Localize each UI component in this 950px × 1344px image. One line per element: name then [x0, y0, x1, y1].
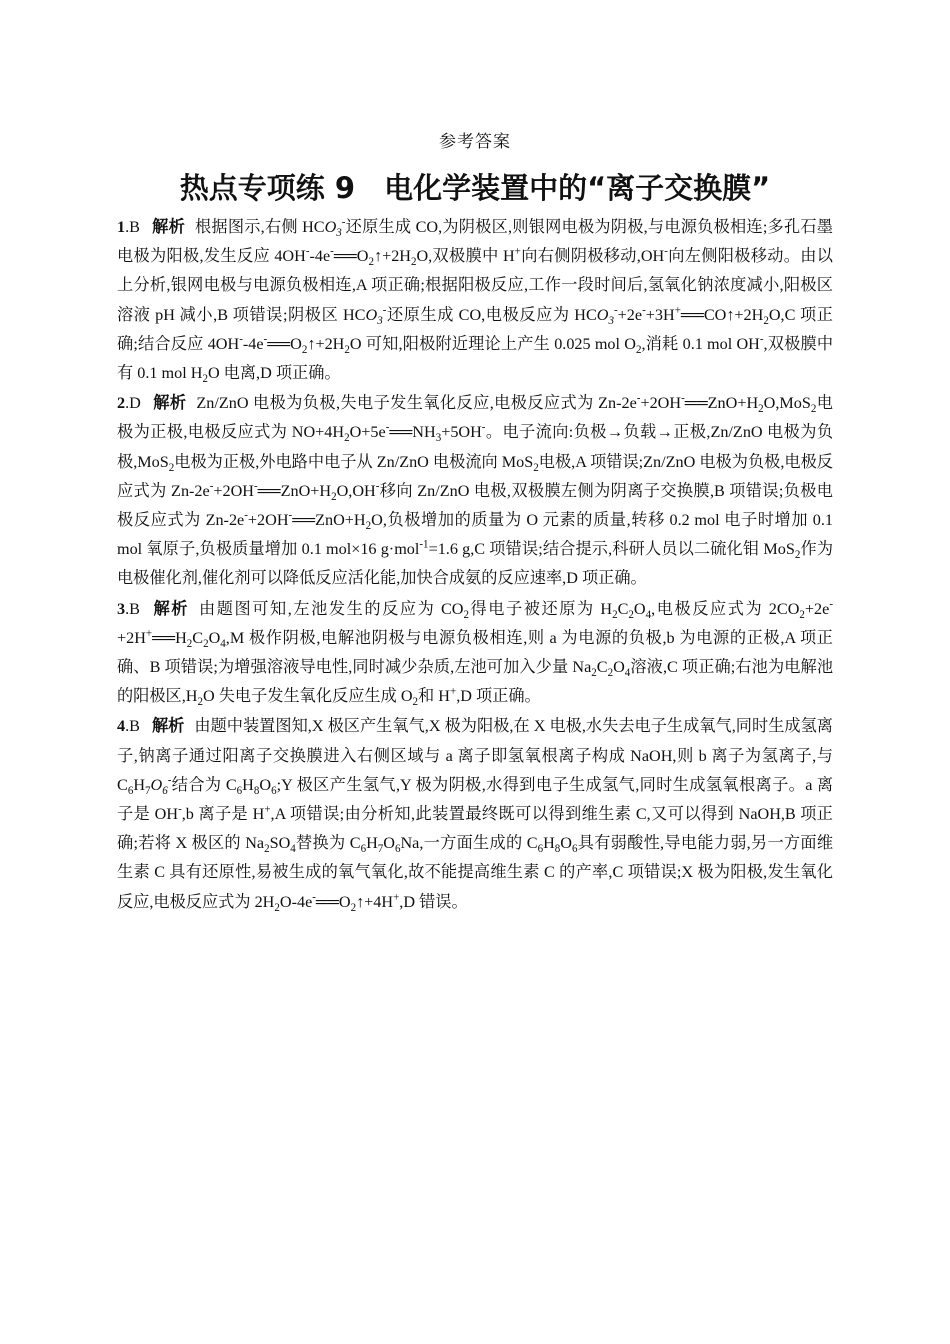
answer-text: 电极,A 项错误;Zn/ZnO 电极为负极,电极反应式为 Zn-2e	[117, 452, 833, 500]
answer-text: ══ZnO+H	[684, 394, 759, 413]
answer-text: ,双极膜中有 0.1 mol H	[117, 334, 834, 383]
answer-text: C	[192, 628, 204, 647]
answer-text: ══H	[152, 628, 187, 647]
answer-text: C	[596, 658, 608, 677]
answer-text: O	[633, 599, 646, 618]
answer-text: ,M 极作阴极,电解池阴极与电源负极相连,则 a 为电源的负极,b 为电源的正极,A 项正确、B 项错误;为增强溶液导电性,同时减少杂质,左池可加入少量 Na	[117, 628, 833, 677]
answer-text: ,b 离子是 H	[181, 805, 265, 824]
analysis-label: 解析	[151, 716, 185, 736]
answer-text: O	[560, 834, 572, 853]
answer-text: ══ZnO+H	[257, 481, 332, 500]
answer-text: O,负极增加的质量为 O 元素的质量,转移 0.2 mol 电子时增加 0.1 mol 氧原子,负极质量增加 0.1 mol×16 g·mol	[117, 511, 834, 559]
answer-text: ,D 错误。	[399, 892, 468, 911]
answer-3: 3.B 解析 由题图可知,左池发生的反应为 $CO_2$得电子被还原为 $H_2C_2O_4$,电极反应式为 $2CO_2+2e^-+2H^+══H_2C_2O_4,M$ 极作阴极,电解池阴极与电源负极相连,则 a 为电源的负极,b 为电源的正极,A 项正确、B 项错误;为增强溶液导电性,同时减少杂质,左池可加入少量 $Na_2C_2O_4$溶液,C 项正确;右池为电解池的阳极区$,H_2O$ 失电子发生氧化反应生成 $O_2$和 H+,D 项正确。	[117, 598, 834, 709]
answer-text: O	[383, 834, 395, 853]
answer-text: ══NH	[389, 423, 436, 442]
answer-text: 替换为 C	[295, 834, 361, 853]
analysis-label: 解析	[151, 217, 186, 236]
answer-text: ══O	[315, 892, 351, 911]
answer-text: 。电子流向:负极→负载→正极,Zn/ZnO 电极为负极,MoS	[117, 423, 834, 471]
answer-text: O	[259, 775, 272, 794]
answer-1: 1.B 解析 根据图示,右侧 $HCO_3^-$还原生成 CO,为阴极区,则银网电极为阴极,与电源负极相连;多孔石墨电极为阳极,发生反应 $4OH^--4e^-══O_2↑+2H_2O$,双极膜中 H+向右侧阴极移动,OH-向左侧阳极移动。由以上分析,银网电极与电源负极相连,A 项正确;根据阳极反应,工作一段时间后,氢氧化钠浓度减小,阳极区溶液 pH 减小,B 项错误;阴极区 $HCO_3^-$还原生成 CO,电极反应为 $HCO_3^-+2e^-+3H^+══CO↑+2H_2O,C$ 项正确;结合反应 $4OH^--4e^-══O_2↑+2H_2O$ 可知,阳极附近理论上产生 0.025 mol $O_2$,消耗 0.1 mol OH-,双极膜中有 0.1 mol $H_2O$ 电离,D 项正确。	[117, 216, 834, 386]
answer-text: +2e	[617, 305, 643, 324]
answer-text: 电极为正极,外电路中电子从 Zn/ZnO 电极流向 MoS	[174, 452, 534, 471]
answer-text: O,双极膜中 H	[416, 247, 515, 266]
answer-text: 作为电极催化剂,催化剂可以降低反应活化能,加快合成氨的反应速率,D 项正确。	[117, 540, 834, 588]
formula-o3-ion: $O_3^-$	[365, 304, 387, 327]
answer-text: ══ZnO+H	[292, 511, 366, 530]
answer-text: C	[617, 599, 629, 618]
answer-text: ══CO↑+2H	[680, 305, 764, 324]
answer-4: 4.B 解析 由题中装置图知,X 极区产生氧气,X 极为阳极,在 X 电极,水失去电子生成氧气,同时生成氢离子,钠离子通过阳离子交换膜进入右侧区域与 a 离子即氢氧根离子构成 NaOH,则 b 离子为氢离子,与 $C_6H_7O_6^-$结合为 $C_6H_8O_6;Y$ 极区产生氢气,Y 极为阴极,水得到电子生成氢气,同时生成氢氧根离子。a 离子是 OH-,b 离子是 H+,A 项错误;由分析知,此装置最终既可以得到维生素 C,又可以得到 NaOH,B 项正确;若将 X 极区的 $Na_2SO_4$替换为 $C_6H_7O_6Na$,一方面生成的 $C_6H_8O_6$具有弱酸性,导电能力弱,另一方面维生素 C 具有还原性,易被生成的氧气氧化,故不能提高维生素 C 的产率,C 项错误;X 极为阳极,发生氧化反应,电极反应式为 $2H_2O-4e^-══O_2↑+4H^+,D$ 错误。	[117, 716, 834, 914]
answer-text: ,消耗 0.1 mol OH	[641, 334, 760, 353]
answer-text: 由题图可知,左池发生的反应为 CO	[199, 599, 464, 618]
answer-number: 1	[117, 218, 126, 236]
answer-text: 和 H	[418, 687, 450, 706]
answer-text: +2OH	[213, 481, 254, 500]
answer-2: 2.D 解析 Zn/ZnO 电极为负极,失电子发生氧化反应,电极反应式为 $Zn-2e^-+2OH^-══ZnO+H_2O,MoS_2$电极为正极,电极反应式为 $NO+4H_2O+5e^-══NH_3+5OH^-$。电子流向:负极→负载→正极,Zn/ZnO 电极为负极,MoS$_2$电极为正极,外电路中电子从 Zn/ZnO 电极流向 MoS$_2$电极,A 项错误;Zn/ZnO 电极为负极,电极反应式为 $Zn-2e^-+2OH^-══ZnO+H_2O,OH^-$移向 Zn/ZnO 电极,双极膜左侧为阴离子交换膜,B 项错误;负极电极反应式为 $Zn-2e^-+2OH^-══ZnO+H_2O$,负极增加的质量为 O 元素的质量,转移 0.2 mol 电子时增加 0.1 mol 氧原子,负极质量增加 0.1 mol×16 g·mol$^{-1}$=1.6 g,C 项错误;结合提示,科研人员以二硫化钼 MoS$_2$作为电极催化剂,催化剂可以降低反应活化能,加快合成氨的反应速率,D 项正确。	[117, 392, 834, 588]
answer-text: H	[366, 834, 378, 853]
page-header: 参考答案	[439, 132, 511, 151]
answer-text: +3H	[645, 305, 675, 324]
answer-text: +2H	[117, 628, 146, 647]
answer-text: +5OH	[441, 423, 482, 442]
answer-text: 溶液,C 项正确;右池为电解池的阳极区,H	[117, 658, 834, 706]
answer-text: O 失电子发生氧化反应生成 O	[203, 687, 413, 706]
answer-text: O,C 项正确;结合反应 4OH	[117, 305, 833, 353]
answer-text: Zn/ZnO 电极为负极,失电子发生氧化反应,电极反应式为 Zn-2e	[196, 394, 637, 413]
answer-text: 移向 Zn/ZnO 电极,双极膜左侧为阴离子交换膜,B 项错误;负极电极反应式为 Zn-2e	[117, 481, 833, 530]
answer-text: ,D 项正确。	[456, 687, 541, 706]
answer-text: O,OH	[336, 481, 376, 500]
answer-text: SO	[269, 834, 291, 853]
answer-text: O	[208, 628, 221, 647]
answer-text: 电极为正极,电极反应式为 NO+4H	[117, 394, 833, 442]
answer-text: =1.6 g,C 项错误;结合提示,科研人员以二硫化钼 MoS	[428, 540, 795, 559]
answer-text: ══O	[333, 247, 369, 266]
answer-number: 2	[117, 394, 126, 413]
answer-text: O-4e	[279, 892, 313, 911]
answer-number: 3	[117, 599, 126, 618]
answer-text: ,电极反应式为 2CO	[651, 599, 800, 618]
formula-o3-ion: $O_3^-$	[324, 216, 346, 240]
answer-text: ══O	[267, 334, 302, 353]
answer-text: H	[543, 834, 555, 853]
answer-text: O,MoS	[763, 394, 811, 413]
answer-number: 4	[117, 717, 126, 736]
answer-text: O+5e	[349, 423, 386, 442]
answer-text: 得电子被还原为 H	[468, 599, 613, 618]
answer-text: ;Y 极区产生氢气,Y 极为阴极,水得到电子生成氢气,同时生成氢氧根离子。a 离子是 OH	[117, 775, 834, 824]
answer-text: O 电离,D 项正确。	[207, 364, 341, 383]
answer-text: ↑+4H	[356, 892, 394, 911]
page-title: 热点专项练 9 电化学装置中的“离子交换膜”	[179, 171, 771, 205]
analysis-label: 解析	[152, 393, 187, 413]
answer-text: 向左侧阳极移动。由以上分析,银网电极与电源负极相连,A 项正确;根据阳极反应,工作一段时间后,氢氧化钠浓度减小,阳极区溶液 pH 减小,B 项错误;阴极区 HC	[117, 247, 833, 324]
answer-text: -4e	[242, 334, 264, 353]
answer-text: O 可知,阳极附近理论上产生 0.025 mol O	[349, 334, 636, 353]
answer-text: 具有弱酸性,导电能力弱,另一方面维生素 C 具有还原性,易被生成的氧气氧化,故不能提高维生素 C 的产率,C 项错误;X 极为阳极,发生氧化反应,电极反应式为 2H	[117, 834, 834, 911]
answer-list	[117, 212, 833, 917]
answer-choice: .D	[125, 394, 141, 413]
answer-text: 结合为 C	[171, 775, 237, 794]
answer-choice: .B	[125, 717, 140, 736]
answer-text: -4e	[309, 247, 331, 266]
answer-text: H	[133, 775, 146, 794]
answer-text: O	[613, 658, 625, 677]
answer-text: 根据图示,右侧 HC	[195, 218, 325, 236]
answer-text: 还原生成 CO,为阴极区,则银网电极为阴极,与电源负极相连;多孔石墨电极为阳极,发生反应 4OH	[117, 218, 833, 266]
answer-text: H	[242, 775, 254, 794]
analysis-label: 解析	[151, 598, 190, 618]
answer-text: ,A 项错误;由分析知,此装置最终既可以得到维生素 C,又可以得到 NaOH,B 项正确;若将 X 极区的 Na	[117, 805, 833, 853]
answer-text: 还原生成 CO,电极反应为 HC	[386, 305, 597, 324]
answer-text: ↑+2H	[373, 247, 411, 266]
formula-o3-ion: $O_3^-$	[596, 304, 618, 327]
answer-text: +2OH	[640, 394, 682, 413]
answer-text: ↑+2H	[307, 334, 345, 353]
answer-text: Na,一方面生成的 C	[400, 834, 538, 853]
answer-text: +2e	[804, 599, 830, 618]
answer-choice: .B	[125, 599, 140, 618]
answer-text: 由题中装置图知,X 极区产生氧气,X 极为阳极,在 X 电极,水失去电子生成氧气,同时生成氢离子,钠离子通过阳离子交换膜进入右侧区域与 a 离子即氢氧根离子构成 NaOH,则 b 离子为氢离子,与 C	[117, 717, 833, 794]
answer-text: 向右侧阴极移动,OH	[520, 247, 665, 266]
formula-o6-ion: $O_6^-$	[150, 774, 172, 798]
answer-text: +2OH	[247, 511, 289, 530]
answer-choice: .B	[125, 218, 140, 236]
